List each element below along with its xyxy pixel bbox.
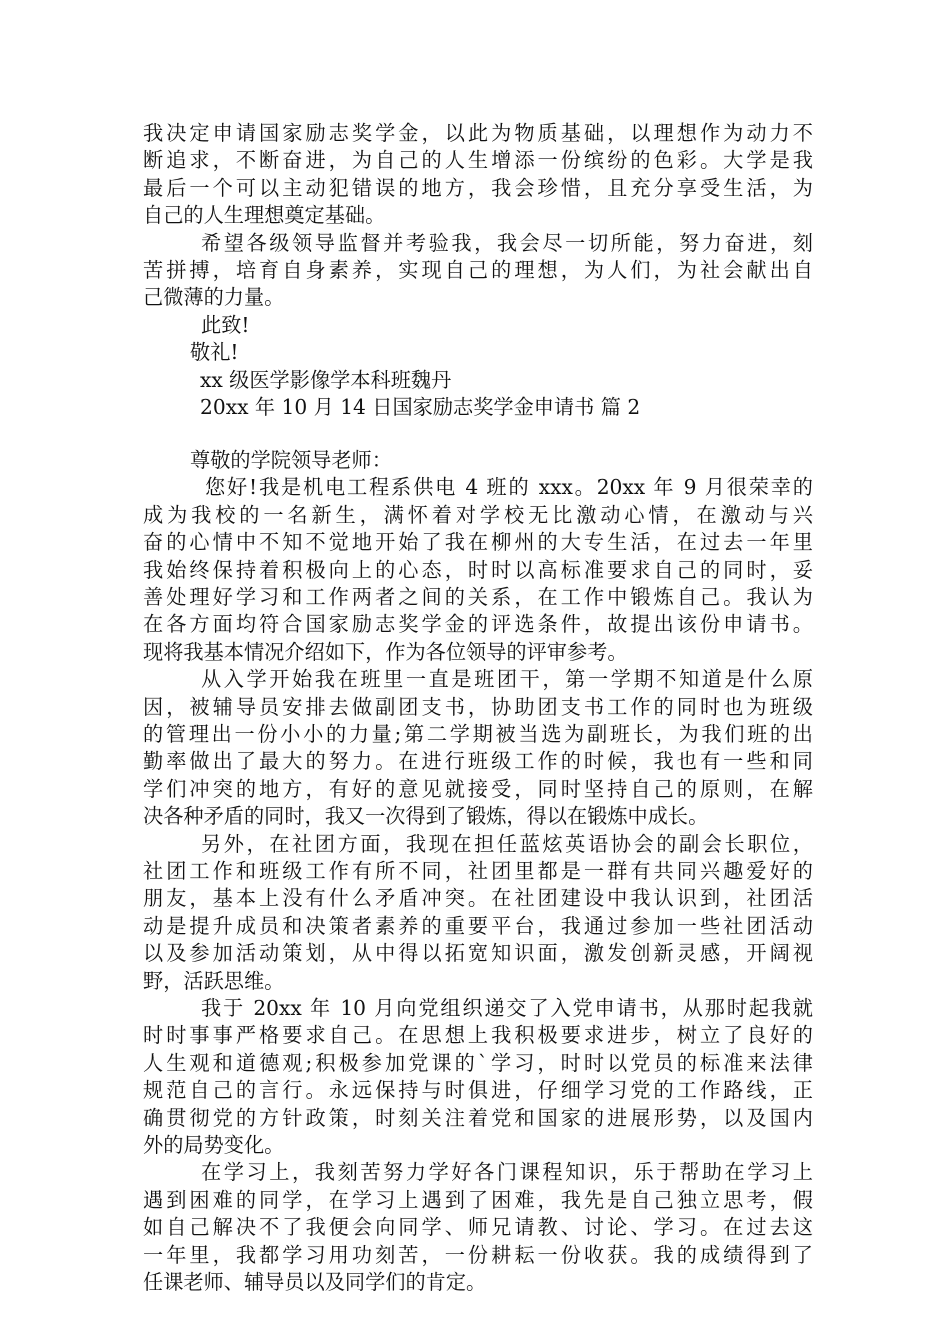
text-line: 在各方面均符合国家励志奖学金的评选条件，故提出该份申请书。	[143, 612, 813, 637]
text-line: 以及参加活动策划，从中得以拓宽知识面，激发创新灵感，开阔视	[143, 941, 813, 966]
text-line: 外的局势变化。	[143, 1132, 285, 1157]
text-line: 的管理出一份小小的力量;第二学期被当选为副班长，为我们班的出	[143, 721, 813, 746]
date-title-line: 20xx 年 10 月 14 日国家励志奖学金申请书 篇 2	[200, 394, 641, 419]
text-line: 我决定申请国家励志奖学金，以此为物质基础，以理想作为动力不	[143, 121, 813, 145]
text-line: 因，被辅导员安排去做副团支书，协助团支书工作的同时也为班级	[143, 694, 813, 719]
text-line: 决各种矛盾的同时，我又一次得到了锻炼，得以在锻炼中成长。	[143, 804, 709, 829]
text-line: 人生观和道德观;积极参加党课的`学习，时时以党员的标准来法律	[143, 1050, 813, 1075]
text-line: 任课老师、辅导员以及同学们的肯定。	[143, 1269, 487, 1294]
text-line: 己微薄的力量。	[143, 285, 285, 310]
text-line: 苦拼搏，培育自身素养，实现自己的理想，为人们，为社会献出自	[143, 257, 813, 282]
text-line: 自己的人生理想奠定基础。	[143, 203, 386, 228]
text-line: 如自己解决不了我便会向同学、师兄请教、讨论、学习。在过去这	[143, 1215, 813, 1240]
text-line: 勤率做出了最大的努力。在进行班级工作的时候，我也有一些和同	[143, 749, 813, 774]
greeting-block	[143, 447, 813, 474]
closing-line: 此致!	[201, 312, 250, 337]
text-line: 现将我基本情况介绍如下，作为各位领导的评审参考。	[143, 639, 628, 664]
text-line: 确贯彻党的方针政策，时刻关注着党和国家的进展形势，以及国内	[143, 1105, 813, 1130]
text-line: 野，活跃思维。	[143, 968, 285, 993]
text-line: 朋友，基本上没有什么矛盾冲突。在社团建设中我认识到，社团活	[143, 886, 813, 911]
intro-paragraph	[143, 474, 813, 666]
text-line: 学们冲突的地方，有好的意见就接受，同时坚持自己的原则，在解	[143, 776, 813, 801]
text-line: 时时事事严格要求自己。在思想上我积极要求进步，树立了良好的	[143, 1023, 813, 1048]
text-line: 一年里，我都学习用功刻苦，一份耕耘一份收获。我的成绩得到了	[143, 1242, 813, 1267]
class-work-paragraph	[143, 666, 813, 830]
text-line: 奋的心情中不知不觉地开始了我在柳州的大专生活，在过去一年里	[143, 530, 813, 555]
signature-line: xx 级医学影像学本科班魏丹	[200, 367, 452, 392]
text-line: 从入学开始我在班里一直是班团干，第一学期不知道是什么原	[201, 667, 813, 692]
text-line: 断追求，不断奋进，为自己的人生增添一份缤纷的色彩。大学是我	[143, 148, 813, 173]
text-line: 我始终保持着积极向上的心态，时时以高标准要求自己的同时，妥	[143, 557, 813, 582]
text-line: 遇到困难的同学，在学习上遇到了困难，我先是自己独立思考，假	[143, 1187, 813, 1212]
text-line: 规范自己的言行。永远保持与时俱进，仔细学习党的工作路线，正	[143, 1078, 813, 1103]
text-line: 社团工作和班级工作有所不同，社团里都是一群有共同兴趣爱好的	[143, 858, 813, 883]
text-line: 善处理好学习和工作两者之间的关系，在工作中锻炼自己。我认为	[143, 584, 813, 609]
text-line: 动是提升成员和决策者素养的重要平台，我通过参加一些社团活动	[143, 913, 813, 938]
text-line: 另外，在社团方面，我现在担任蓝炫英语协会的副会长职位，	[201, 831, 813, 856]
text-line: 我于 20xx 年 10 月向党组织递交了入党申请书，从那时起我就	[201, 996, 813, 1020]
text-line: 成为我校的一名新生，满怀着对学校无比激动心情，在激动与兴	[143, 502, 813, 527]
party-paragraph	[143, 995, 813, 1159]
text-line: 在学习上，我刻苦努力学好各门课程知识，乐于帮助在学习上	[201, 1160, 813, 1185]
salute-line: 敬礼!	[190, 340, 239, 365]
text-line: 您好!我是机电工程系供电 4 班的 xxx。20xx 年 9 月很荣幸的	[205, 475, 813, 500]
closing-block	[143, 312, 813, 422]
continuation-paragraph	[143, 120, 813, 230]
greeting-line: 尊敬的学院领导老师：	[190, 448, 392, 472]
text-line: 希望各级领导监督并考验我，我会尽一切所能，努力奋进，刻	[201, 230, 813, 255]
study-paragraph	[143, 1159, 813, 1296]
club-work-paragraph	[143, 831, 813, 995]
text-line: 最后一个可以主动犯错误的地方，我会珍惜，且充分享受生活，为	[143, 175, 813, 200]
hope-paragraph	[143, 230, 813, 312]
